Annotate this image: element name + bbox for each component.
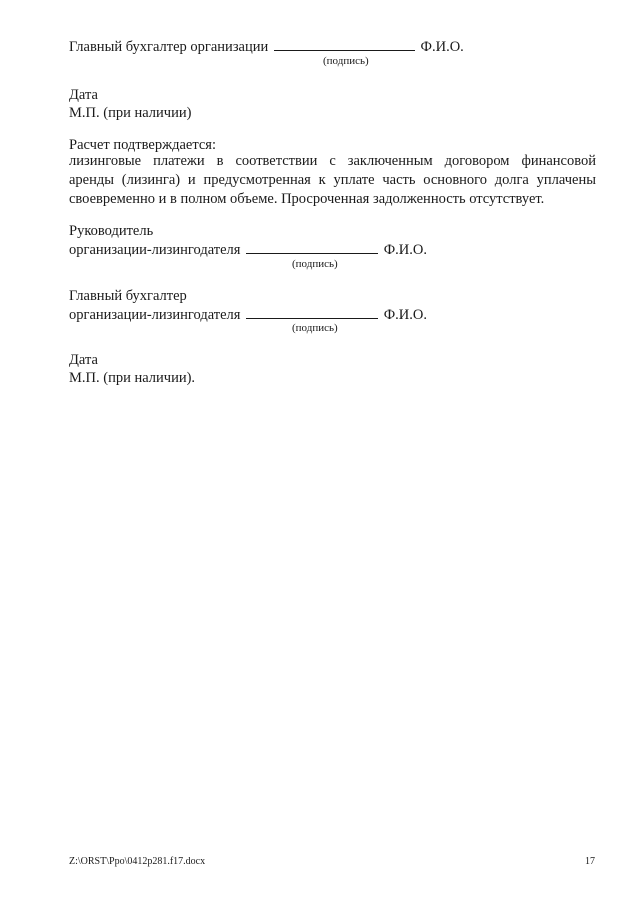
fio-label: Ф.И.О. — [420, 39, 464, 55]
signature-line — [246, 305, 378, 319]
signature-caption: (подпись) — [323, 55, 369, 67]
signature-line — [246, 240, 378, 254]
head-title-line1: Руководитель — [69, 223, 154, 239]
fio-label: Ф.И.О. — [383, 242, 427, 258]
signature-line — [274, 37, 415, 51]
signature-caption: (подпись) — [292, 258, 338, 270]
signature-caption: (подпись) — [292, 322, 338, 334]
fio-label: Ф.И.О. — [383, 307, 427, 323]
footer-file-path: Z:\ORST\Ppo\0412p281.f17.docx — [69, 856, 206, 867]
chief-accountant-org-row — [69, 37, 464, 56]
confirmation-paragraph — [69, 152, 596, 209]
date-label: Дата — [69, 352, 98, 368]
stamp-label: М.П. (при наличии). — [69, 370, 196, 386]
chief-accountant-title-line2: организации-лизингодателя — [69, 307, 241, 323]
footer-page-number: 17 — [585, 856, 595, 867]
stamp-label: М.П. (при наличии) — [69, 105, 192, 121]
paragraph-line: аренды (лизинга) и предусмотренная к уплате часть основного долга уплачены — [69, 172, 596, 188]
paragraph-line: лизинговые платежи в соответствии с заключенным договором финансовой — [69, 153, 596, 169]
chief-accountant-org-label: Главный бухгалтер организации — [69, 39, 269, 55]
paragraph-line: своевременно и в полном объеме. Просроченная задолженность отсутствует. — [69, 191, 545, 207]
head-title-line2: организации-лизингодателя — [69, 242, 241, 258]
head-title-row — [69, 240, 427, 259]
date-label: Дата — [69, 87, 98, 103]
chief-accountant-title-row — [69, 305, 427, 324]
confirmation-heading: Расчет подтверждается: — [69, 137, 217, 153]
chief-accountant-title-line1: Главный бухгалтер — [69, 288, 187, 304]
